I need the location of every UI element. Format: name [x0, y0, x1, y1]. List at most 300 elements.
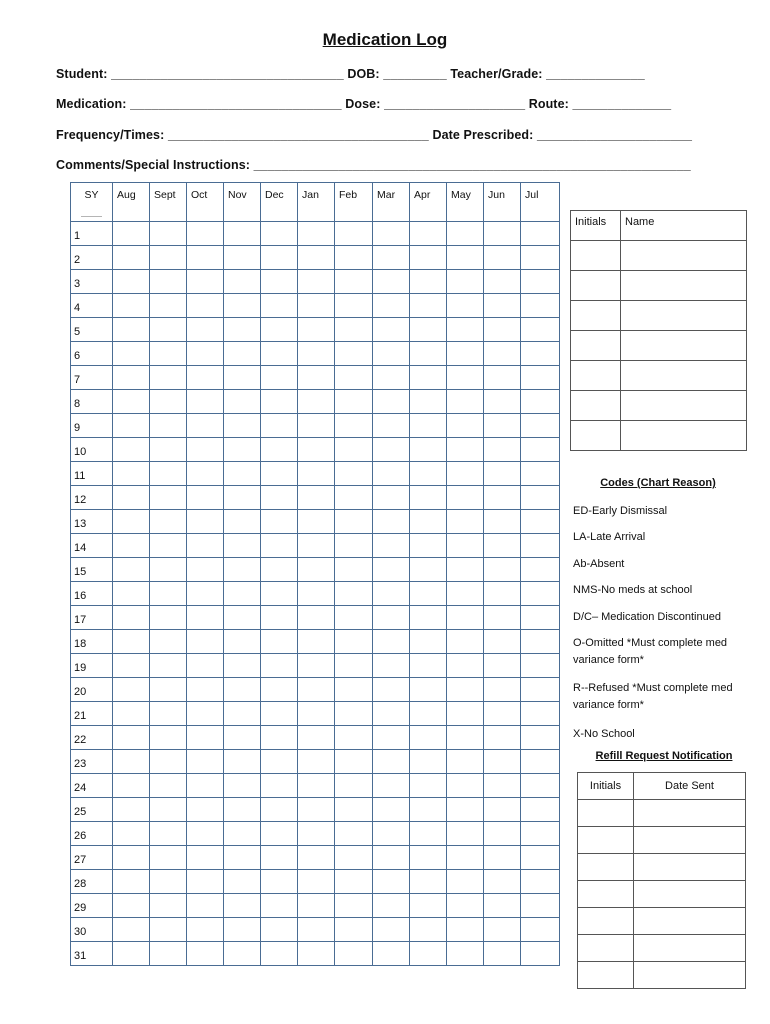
log-cell[interactable] [447, 318, 484, 342]
log-cell[interactable] [484, 582, 521, 606]
staff-name-cell[interactable] [621, 361, 747, 391]
log-cell[interactable] [261, 942, 298, 966]
log-cell[interactable] [410, 318, 447, 342]
log-cell[interactable] [447, 654, 484, 678]
log-cell[interactable] [484, 294, 521, 318]
log-cell[interactable] [521, 726, 560, 750]
log-cell[interactable] [335, 270, 373, 294]
log-cell[interactable] [150, 534, 187, 558]
log-cell[interactable] [410, 342, 447, 366]
log-cell[interactable] [484, 702, 521, 726]
log-cell[interactable] [298, 654, 335, 678]
log-cell[interactable] [224, 270, 261, 294]
log-cell[interactable] [224, 654, 261, 678]
log-cell[interactable] [484, 318, 521, 342]
log-cell[interactable] [335, 366, 373, 390]
log-cell[interactable] [224, 822, 261, 846]
log-cell[interactable] [410, 822, 447, 846]
log-cell[interactable] [521, 462, 560, 486]
log-cell[interactable] [410, 894, 447, 918]
log-cell[interactable] [150, 318, 187, 342]
log-cell[interactable] [335, 318, 373, 342]
frequency-field[interactable]: _____________________________________ [167, 128, 429, 142]
refill-date-cell[interactable] [634, 935, 746, 962]
log-cell[interactable] [261, 534, 298, 558]
log-cell[interactable] [113, 222, 150, 246]
log-cell[interactable] [521, 678, 560, 702]
log-cell[interactable] [521, 870, 560, 894]
staff-initials-cell[interactable] [571, 421, 621, 451]
log-cell[interactable] [261, 846, 298, 870]
log-cell[interactable] [261, 486, 298, 510]
log-cell[interactable] [298, 942, 335, 966]
log-cell[interactable] [187, 654, 224, 678]
log-cell[interactable] [410, 366, 447, 390]
staff-initials-cell[interactable] [571, 241, 621, 271]
log-cell[interactable] [521, 366, 560, 390]
log-cell[interactable] [224, 942, 261, 966]
log-cell[interactable] [113, 606, 150, 630]
log-cell[interactable] [113, 918, 150, 942]
log-cell[interactable] [187, 822, 224, 846]
log-cell[interactable] [447, 414, 484, 438]
log-cell[interactable] [484, 606, 521, 630]
log-cell[interactable] [150, 774, 187, 798]
log-cell[interactable] [187, 438, 224, 462]
log-cell[interactable] [373, 414, 410, 438]
log-cell[interactable] [335, 846, 373, 870]
log-cell[interactable] [261, 222, 298, 246]
log-cell[interactable] [484, 414, 521, 438]
log-cell[interactable] [224, 486, 261, 510]
refill-initials-cell[interactable] [578, 881, 634, 908]
log-cell[interactable] [335, 678, 373, 702]
log-cell[interactable] [113, 870, 150, 894]
teacher-grade-field[interactable]: ______________ [546, 67, 645, 81]
log-cell[interactable] [447, 870, 484, 894]
log-cell[interactable] [224, 678, 261, 702]
log-cell[interactable] [373, 726, 410, 750]
log-cell[interactable] [113, 318, 150, 342]
log-cell[interactable] [373, 894, 410, 918]
log-cell[interactable] [150, 702, 187, 726]
log-cell[interactable] [150, 558, 187, 582]
log-cell[interactable] [187, 318, 224, 342]
log-cell[interactable] [373, 270, 410, 294]
refill-initials-cell[interactable] [578, 962, 634, 989]
log-cell[interactable] [484, 390, 521, 414]
log-cell[interactable] [224, 510, 261, 534]
log-cell[interactable] [261, 462, 298, 486]
log-cell[interactable] [447, 702, 484, 726]
log-cell[interactable] [373, 534, 410, 558]
log-cell[interactable] [484, 798, 521, 822]
refill-date-cell[interactable] [634, 827, 746, 854]
log-cell[interactable] [521, 750, 560, 774]
log-cell[interactable] [521, 846, 560, 870]
log-cell[interactable] [447, 750, 484, 774]
log-cell[interactable] [373, 342, 410, 366]
log-cell[interactable] [224, 438, 261, 462]
log-cell[interactable] [484, 774, 521, 798]
log-cell[interactable] [113, 438, 150, 462]
log-cell[interactable] [410, 582, 447, 606]
log-cell[interactable] [410, 270, 447, 294]
refill-initials-cell[interactable] [578, 854, 634, 881]
log-cell[interactable] [113, 702, 150, 726]
log-cell[interactable] [224, 870, 261, 894]
log-cell[interactable] [521, 558, 560, 582]
log-cell[interactable] [298, 222, 335, 246]
log-cell[interactable] [150, 726, 187, 750]
log-cell[interactable] [521, 654, 560, 678]
log-cell[interactable] [298, 630, 335, 654]
log-cell[interactable] [447, 798, 484, 822]
log-cell[interactable] [150, 822, 187, 846]
log-cell[interactable] [298, 798, 335, 822]
log-cell[interactable] [298, 870, 335, 894]
log-cell[interactable] [410, 438, 447, 462]
log-cell[interactable] [298, 270, 335, 294]
refill-initials-cell[interactable] [578, 800, 634, 827]
log-cell[interactable] [335, 870, 373, 894]
log-cell[interactable] [373, 606, 410, 630]
log-cell[interactable] [261, 294, 298, 318]
log-cell[interactable] [150, 270, 187, 294]
log-cell[interactable] [521, 774, 560, 798]
log-cell[interactable] [373, 918, 410, 942]
log-cell[interactable] [447, 606, 484, 630]
refill-initials-cell[interactable] [578, 935, 634, 962]
log-cell[interactable] [113, 246, 150, 270]
log-cell[interactable] [373, 438, 410, 462]
log-cell[interactable] [447, 918, 484, 942]
log-cell[interactable] [335, 390, 373, 414]
log-cell[interactable] [521, 582, 560, 606]
log-cell[interactable] [150, 510, 187, 534]
log-cell[interactable] [224, 582, 261, 606]
log-cell[interactable] [335, 462, 373, 486]
log-cell[interactable] [150, 414, 187, 438]
log-cell[interactable] [261, 894, 298, 918]
log-cell[interactable] [484, 894, 521, 918]
log-cell[interactable] [484, 870, 521, 894]
log-cell[interactable] [521, 486, 560, 510]
log-cell[interactable] [261, 582, 298, 606]
log-cell[interactable] [447, 678, 484, 702]
log-cell[interactable] [521, 534, 560, 558]
log-cell[interactable] [298, 462, 335, 486]
log-cell[interactable] [187, 582, 224, 606]
log-cell[interactable] [410, 750, 447, 774]
log-cell[interactable] [484, 678, 521, 702]
log-cell[interactable] [335, 702, 373, 726]
refill-date-cell[interactable] [634, 800, 746, 827]
log-cell[interactable] [447, 942, 484, 966]
log-cell[interactable] [373, 822, 410, 846]
log-cell[interactable] [447, 534, 484, 558]
log-cell[interactable] [521, 798, 560, 822]
log-cell[interactable] [298, 606, 335, 630]
log-cell[interactable] [187, 726, 224, 750]
student-field[interactable]: _________________________________ [111, 67, 344, 81]
log-cell[interactable] [484, 630, 521, 654]
log-cell[interactable] [150, 846, 187, 870]
log-cell[interactable] [150, 870, 187, 894]
log-cell[interactable] [447, 558, 484, 582]
log-cell[interactable] [335, 222, 373, 246]
log-cell[interactable] [298, 894, 335, 918]
log-cell[interactable] [484, 822, 521, 846]
log-cell[interactable] [224, 918, 261, 942]
log-cell[interactable] [261, 630, 298, 654]
log-cell[interactable] [224, 798, 261, 822]
log-cell[interactable] [484, 438, 521, 462]
log-cell[interactable] [261, 414, 298, 438]
log-cell[interactable] [113, 942, 150, 966]
log-cell[interactable] [373, 750, 410, 774]
log-cell[interactable] [521, 942, 560, 966]
log-cell[interactable] [298, 318, 335, 342]
log-cell[interactable] [298, 918, 335, 942]
log-cell[interactable] [298, 678, 335, 702]
log-cell[interactable] [335, 486, 373, 510]
log-cell[interactable] [113, 726, 150, 750]
log-cell[interactable] [335, 822, 373, 846]
staff-name-cell[interactable] [621, 331, 747, 361]
log-cell[interactable] [410, 702, 447, 726]
refill-date-cell[interactable] [634, 881, 746, 908]
log-cell[interactable] [298, 366, 335, 390]
log-cell[interactable] [113, 342, 150, 366]
log-cell[interactable] [298, 390, 335, 414]
log-cell[interactable] [150, 750, 187, 774]
log-cell[interactable] [484, 222, 521, 246]
log-cell[interactable] [187, 870, 224, 894]
staff-name-cell[interactable] [621, 271, 747, 301]
log-cell[interactable] [187, 750, 224, 774]
log-cell[interactable] [447, 894, 484, 918]
log-cell[interactable] [410, 534, 447, 558]
log-cell[interactable] [187, 462, 224, 486]
log-cell[interactable] [187, 390, 224, 414]
dob-field[interactable]: _________ [383, 67, 447, 81]
log-cell[interactable] [261, 246, 298, 270]
log-cell[interactable] [410, 414, 447, 438]
log-cell[interactable] [484, 558, 521, 582]
log-cell[interactable] [410, 942, 447, 966]
log-cell[interactable] [113, 822, 150, 846]
log-cell[interactable] [373, 462, 410, 486]
log-cell[interactable] [224, 246, 261, 270]
log-cell[interactable] [113, 654, 150, 678]
log-cell[interactable] [447, 510, 484, 534]
staff-name-cell[interactable] [621, 421, 747, 451]
log-cell[interactable] [335, 750, 373, 774]
log-cell[interactable] [521, 510, 560, 534]
log-cell[interactable] [187, 366, 224, 390]
log-cell[interactable] [224, 414, 261, 438]
log-cell[interactable] [261, 654, 298, 678]
log-cell[interactable] [150, 918, 187, 942]
log-cell[interactable] [484, 510, 521, 534]
log-cell[interactable] [150, 390, 187, 414]
log-cell[interactable] [187, 222, 224, 246]
log-cell[interactable] [187, 558, 224, 582]
log-cell[interactable] [298, 582, 335, 606]
log-cell[interactable] [187, 534, 224, 558]
refill-date-cell[interactable] [634, 962, 746, 989]
log-cell[interactable] [521, 390, 560, 414]
log-cell[interactable] [484, 654, 521, 678]
log-cell[interactable] [335, 630, 373, 654]
log-cell[interactable] [484, 942, 521, 966]
log-cell[interactable] [410, 246, 447, 270]
log-cell[interactable] [150, 438, 187, 462]
log-cell[interactable] [410, 774, 447, 798]
log-cell[interactable] [410, 846, 447, 870]
log-cell[interactable] [410, 294, 447, 318]
log-cell[interactable] [447, 462, 484, 486]
log-cell[interactable] [521, 606, 560, 630]
log-cell[interactable] [335, 894, 373, 918]
log-cell[interactable] [261, 822, 298, 846]
log-cell[interactable] [335, 918, 373, 942]
log-cell[interactable] [261, 870, 298, 894]
log-cell[interactable] [410, 558, 447, 582]
log-cell[interactable] [150, 894, 187, 918]
log-cell[interactable] [150, 246, 187, 270]
log-cell[interactable] [150, 678, 187, 702]
staff-initials-cell[interactable] [571, 301, 621, 331]
log-cell[interactable] [373, 654, 410, 678]
log-cell[interactable] [373, 222, 410, 246]
log-cell[interactable] [224, 726, 261, 750]
log-cell[interactable] [335, 510, 373, 534]
log-cell[interactable] [447, 342, 484, 366]
log-cell[interactable] [373, 582, 410, 606]
comments-field[interactable]: ______________________________________________________________ [253, 158, 691, 172]
log-cell[interactable] [410, 486, 447, 510]
log-cell[interactable] [261, 366, 298, 390]
log-cell[interactable] [410, 222, 447, 246]
log-cell[interactable] [484, 750, 521, 774]
log-cell[interactable] [150, 606, 187, 630]
medication-field[interactable]: ______________________________ [130, 97, 342, 111]
log-cell[interactable] [410, 678, 447, 702]
log-cell[interactable] [335, 534, 373, 558]
log-cell[interactable] [113, 798, 150, 822]
staff-initials-cell[interactable] [571, 361, 621, 391]
log-cell[interactable] [521, 222, 560, 246]
log-cell[interactable] [447, 630, 484, 654]
log-cell[interactable] [187, 702, 224, 726]
log-cell[interactable] [298, 438, 335, 462]
log-cell[interactable] [187, 894, 224, 918]
log-cell[interactable] [113, 582, 150, 606]
log-cell[interactable] [410, 798, 447, 822]
log-cell[interactable] [298, 702, 335, 726]
log-cell[interactable] [298, 750, 335, 774]
log-cell[interactable] [187, 630, 224, 654]
log-cell[interactable] [298, 534, 335, 558]
log-cell[interactable] [150, 462, 187, 486]
log-cell[interactable] [335, 582, 373, 606]
log-cell[interactable] [187, 414, 224, 438]
log-cell[interactable] [224, 630, 261, 654]
log-cell[interactable] [261, 798, 298, 822]
log-cell[interactable] [224, 702, 261, 726]
log-cell[interactable] [113, 558, 150, 582]
log-cell[interactable] [224, 342, 261, 366]
log-cell[interactable] [187, 246, 224, 270]
log-cell[interactable] [187, 846, 224, 870]
log-cell[interactable] [373, 510, 410, 534]
log-cell[interactable] [447, 270, 484, 294]
log-cell[interactable] [447, 438, 484, 462]
log-cell[interactable] [447, 774, 484, 798]
log-cell[interactable] [410, 654, 447, 678]
log-cell[interactable] [373, 798, 410, 822]
log-cell[interactable] [224, 774, 261, 798]
log-cell[interactable] [484, 726, 521, 750]
log-cell[interactable] [521, 630, 560, 654]
log-cell[interactable] [113, 462, 150, 486]
staff-name-cell[interactable] [621, 391, 747, 421]
log-cell[interactable] [261, 318, 298, 342]
log-cell[interactable] [373, 702, 410, 726]
log-cell[interactable] [521, 414, 560, 438]
log-cell[interactable] [447, 486, 484, 510]
log-cell[interactable] [150, 798, 187, 822]
log-cell[interactable] [150, 366, 187, 390]
log-cell[interactable] [447, 582, 484, 606]
log-cell[interactable] [373, 390, 410, 414]
log-cell[interactable] [335, 414, 373, 438]
log-cell[interactable] [113, 894, 150, 918]
staff-name-cell[interactable] [621, 301, 747, 331]
log-cell[interactable] [187, 342, 224, 366]
log-cell[interactable] [113, 846, 150, 870]
log-cell[interactable] [521, 270, 560, 294]
log-cell[interactable] [335, 654, 373, 678]
log-cell[interactable] [373, 366, 410, 390]
log-cell[interactable] [150, 630, 187, 654]
log-cell[interactable] [261, 702, 298, 726]
log-cell[interactable] [335, 438, 373, 462]
log-cell[interactable] [113, 510, 150, 534]
log-cell[interactable] [113, 270, 150, 294]
log-cell[interactable] [261, 270, 298, 294]
log-cell[interactable] [187, 774, 224, 798]
log-cell[interactable] [373, 846, 410, 870]
log-cell[interactable] [335, 798, 373, 822]
log-cell[interactable] [484, 918, 521, 942]
log-cell[interactable] [298, 342, 335, 366]
staff-initials-cell[interactable] [571, 331, 621, 361]
log-cell[interactable] [298, 414, 335, 438]
log-cell[interactable] [335, 774, 373, 798]
log-cell[interactable] [335, 246, 373, 270]
log-cell[interactable] [224, 222, 261, 246]
log-cell[interactable] [484, 270, 521, 294]
log-cell[interactable] [373, 942, 410, 966]
log-cell[interactable] [150, 222, 187, 246]
log-cell[interactable] [410, 510, 447, 534]
log-cell[interactable] [373, 294, 410, 318]
log-cell[interactable] [484, 366, 521, 390]
log-cell[interactable] [521, 246, 560, 270]
